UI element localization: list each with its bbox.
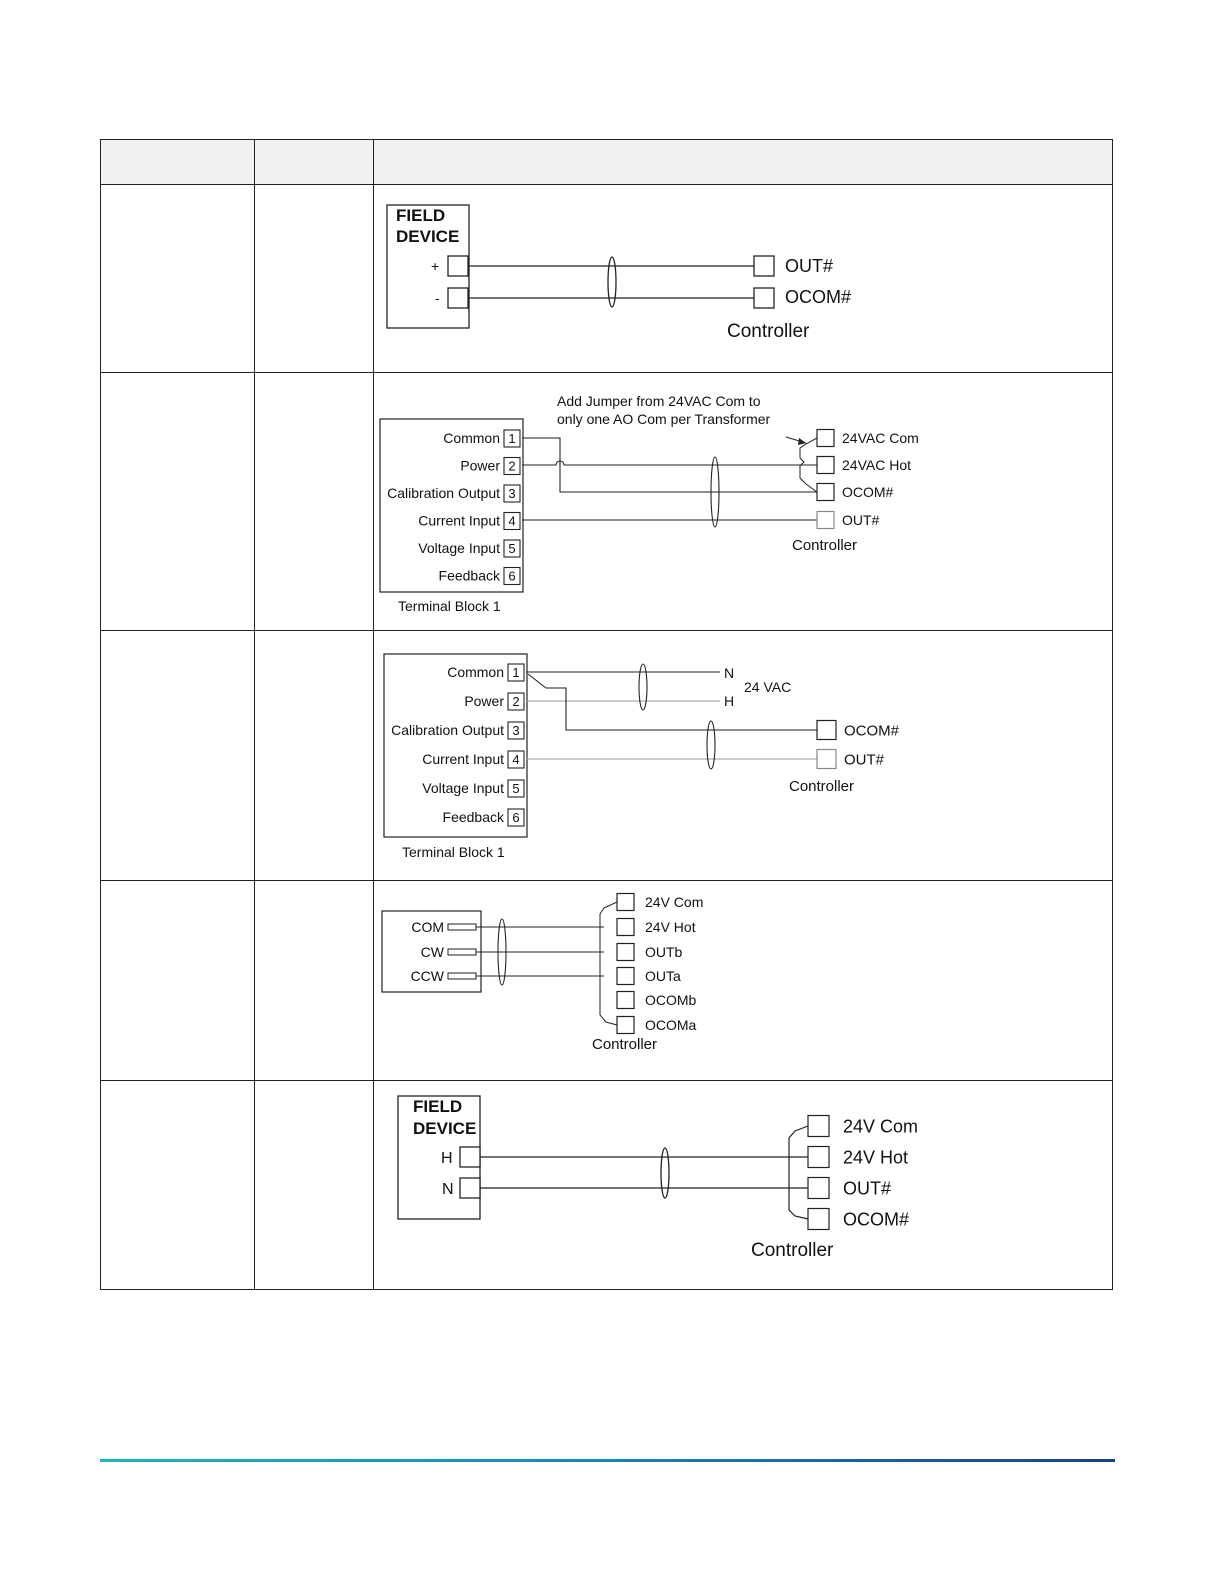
controller-terminal bbox=[808, 1178, 829, 1199]
controller-terminal bbox=[808, 1147, 829, 1168]
device-terminal-label: COM bbox=[411, 919, 444, 935]
controller-terminal bbox=[817, 721, 836, 740]
controller-terminal-label: OUT# bbox=[843, 1178, 892, 1199]
shield-ellipse bbox=[661, 1148, 669, 1198]
terminal-number: 4 bbox=[512, 752, 520, 767]
h-label: H bbox=[724, 693, 735, 709]
controller-terminal-label: OUT# bbox=[844, 751, 885, 769]
device-pin bbox=[448, 949, 476, 955]
terminal-number: 4 bbox=[508, 513, 516, 529]
diagram-incremental-actuator bbox=[382, 894, 703, 1054]
controller-terminal bbox=[808, 1116, 829, 1137]
controller-terminal-label: 24V Com bbox=[843, 1116, 919, 1137]
diagram-actuator-24vac-shared bbox=[380, 393, 919, 614]
jumper-note-line2: only one AO Com per Transformer bbox=[557, 411, 771, 427]
controller-terminal-label: OUTb bbox=[645, 943, 683, 960]
terminal-label: Calibration Output bbox=[387, 485, 500, 501]
device-terminal-label: CCW bbox=[410, 968, 444, 984]
controller-terminal-label: OCOM# bbox=[844, 722, 900, 740]
terminal-label: Voltage Input bbox=[422, 780, 504, 796]
ocom-label: OCOM# bbox=[785, 287, 852, 307]
controller-terminal bbox=[617, 944, 634, 961]
terminal-number: 5 bbox=[512, 781, 520, 796]
terminal-label: Calibration Output bbox=[391, 722, 504, 738]
field-device-title-1: FIELD bbox=[413, 1097, 463, 1116]
terminal-number: 1 bbox=[508, 431, 516, 446]
terminal-label: Voltage Input bbox=[418, 540, 500, 556]
terminal-label: Current Input bbox=[418, 512, 500, 529]
controller-label: Controller bbox=[789, 778, 855, 795]
terminal-number: 6 bbox=[512, 810, 520, 825]
controller-label: Controller bbox=[592, 1036, 658, 1053]
controller-terminal bbox=[817, 512, 834, 529]
controller-terminal bbox=[617, 1017, 634, 1034]
controller-terminal-label: 24V Hot bbox=[843, 1147, 909, 1168]
terminal-number: 1 bbox=[512, 665, 520, 680]
field-device-title-2: DEVICE bbox=[413, 1119, 477, 1138]
jumper-arrowhead bbox=[798, 438, 806, 445]
controller-terminal-label: OCOMb bbox=[645, 991, 697, 1008]
terminal-number: 5 bbox=[508, 541, 516, 556]
terminal-h bbox=[460, 1147, 480, 1167]
controller-terminal bbox=[817, 750, 836, 769]
h-label: H bbox=[441, 1150, 453, 1167]
minus-label: - bbox=[435, 290, 440, 306]
controller-bracket bbox=[600, 902, 617, 1025]
controller-terminal bbox=[817, 484, 834, 501]
controller-terminal bbox=[617, 919, 634, 936]
device-pin bbox=[448, 973, 476, 979]
terminal-number: 2 bbox=[508, 458, 516, 474]
controller-terminal-label: OUT# bbox=[842, 511, 880, 528]
shield-ellipse bbox=[608, 257, 616, 307]
shield-ellipse bbox=[707, 721, 715, 769]
controller-label: Controller bbox=[727, 321, 810, 342]
vac-label: 24 VAC bbox=[744, 679, 792, 695]
terminal-block-label: Terminal Block 1 bbox=[398, 598, 501, 614]
diagram-2-wire-field-device bbox=[387, 205, 851, 342]
controller-terminal-label: 24V Com bbox=[645, 893, 704, 910]
controller-terminal-label: OUTa bbox=[645, 967, 681, 984]
terminal-number: 3 bbox=[508, 486, 516, 501]
plus-label: + bbox=[431, 258, 440, 274]
terminal-minus bbox=[448, 288, 468, 308]
terminal-label: Common bbox=[443, 430, 500, 446]
terminal-block-label: Terminal Block 1 bbox=[402, 844, 505, 860]
terminal-number: 2 bbox=[512, 694, 520, 709]
terminal-label: Power bbox=[460, 457, 500, 474]
terminal-out bbox=[754, 256, 774, 276]
terminal-label: Power bbox=[464, 693, 504, 709]
controller-terminal-label: OCOMa bbox=[645, 1016, 697, 1033]
controller-terminal bbox=[817, 457, 834, 474]
terminal-plus bbox=[448, 256, 468, 276]
terminal-ocom bbox=[754, 288, 774, 308]
controller-terminal-label: 24V Hot bbox=[645, 918, 696, 935]
jumper-note-line1: Add Jumper from 24VAC Com to bbox=[557, 393, 761, 409]
controller-terminal bbox=[617, 992, 634, 1009]
shield-ellipse bbox=[639, 664, 647, 710]
diagram-actuator-separate-24vac bbox=[384, 654, 900, 860]
controller-terminal bbox=[617, 968, 634, 985]
controller-label: Controller bbox=[751, 1240, 834, 1261]
wire-power-hot bbox=[522, 461, 817, 465]
terminal-label: Common bbox=[447, 664, 504, 680]
controller-terminal bbox=[817, 430, 834, 447]
footer-rule bbox=[100, 1459, 1115, 1462]
controller-bracket bbox=[789, 1126, 808, 1219]
diagram-24vac-field-device bbox=[398, 1096, 918, 1261]
controller-terminal bbox=[617, 894, 634, 911]
terminal-label: Feedback bbox=[442, 809, 504, 825]
field-device-title-1: FIELD bbox=[396, 206, 446, 225]
out-label: OUT# bbox=[785, 256, 834, 276]
terminal-number: 6 bbox=[508, 568, 516, 584]
controller-label: Controller bbox=[792, 537, 858, 554]
device-terminal-label: CW bbox=[420, 944, 444, 960]
device-pin bbox=[448, 924, 476, 930]
n-label: N bbox=[724, 665, 735, 681]
controller-terminal-label: OCOM# bbox=[842, 483, 894, 500]
controller-terminal-label: OCOM# bbox=[843, 1209, 910, 1230]
terminal-label: Feedback bbox=[438, 567, 500, 584]
terminal-label: Current Input bbox=[422, 751, 504, 767]
n-label: N bbox=[442, 1181, 454, 1198]
controller-terminal-label: 24VAC Com bbox=[842, 429, 919, 446]
controller-terminal bbox=[808, 1209, 829, 1230]
controller-terminal-label: 24VAC Hot bbox=[842, 456, 911, 473]
terminal-number: 3 bbox=[512, 723, 520, 738]
terminal-n bbox=[460, 1178, 480, 1198]
field-device-title-2: DEVICE bbox=[396, 227, 460, 246]
